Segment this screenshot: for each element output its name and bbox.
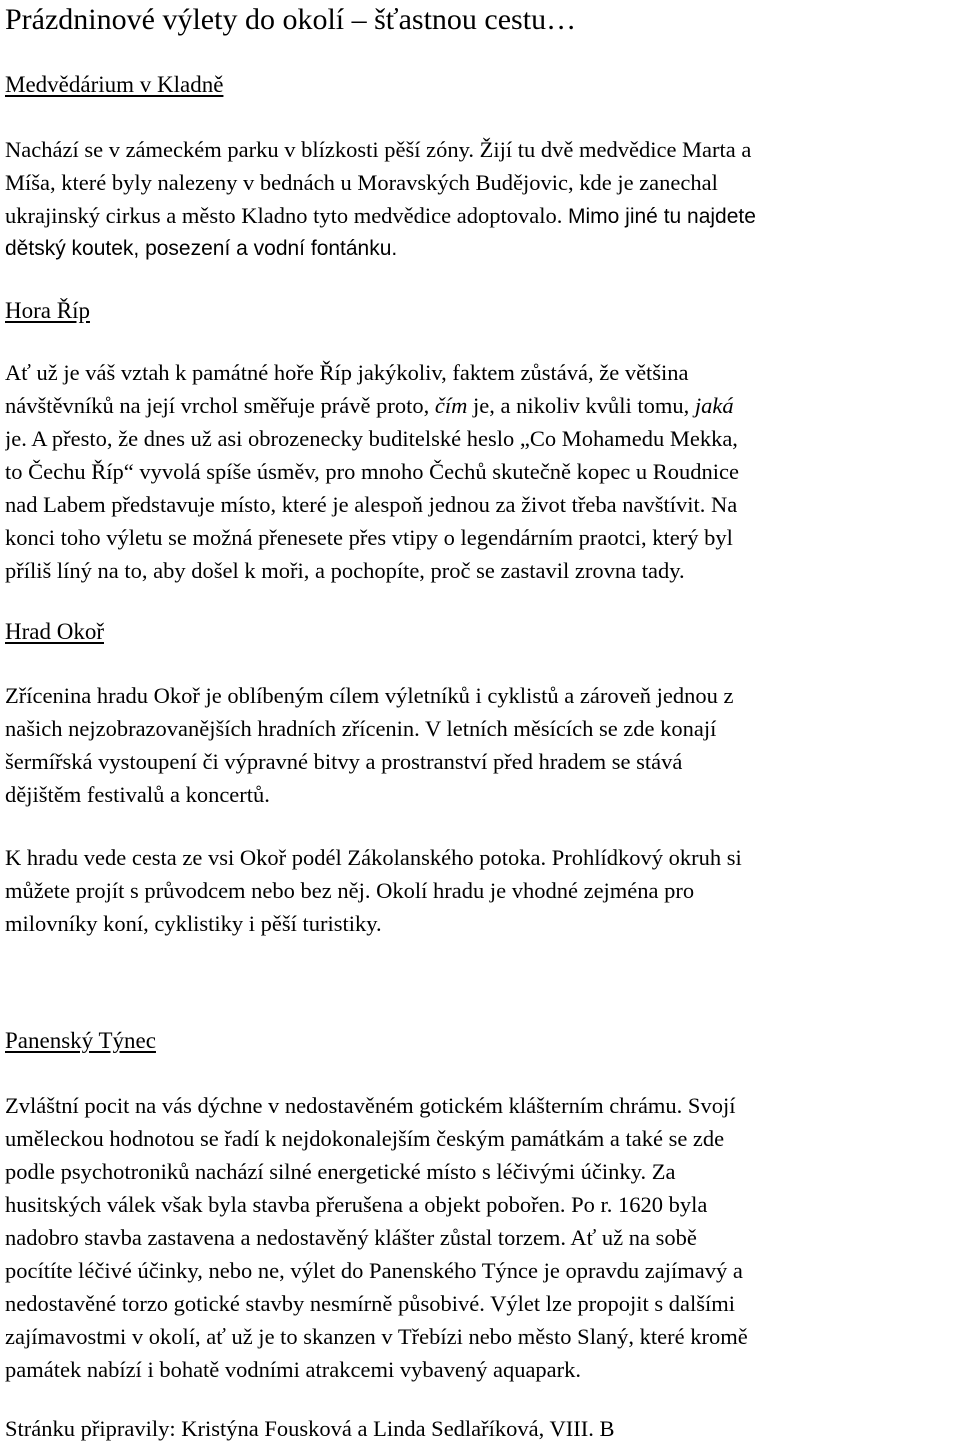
text-line: Míša, které byly nalezeny v bednách u Moravských Budějovic, kde je zanechal [5, 170, 718, 195]
text-line: nad Labem představuje místo, které je alespoň jednou za život třeba navštívit. Na [5, 492, 738, 517]
text-span: návštěvníků na její vrchol směřuje právě proto, [5, 393, 430, 418]
text-line: je. A přesto, že dnes už asi obrozenecky buditelské heslo „Co Mohamedu Mekka, [5, 426, 738, 451]
paragraph-panensky-tynec [5, 1089, 960, 1386]
italic-word: jaká [694, 393, 734, 418]
text-line: nedostavěné torzo gotické stavby nesmírně působivé. Výlet lze propojit s dalšími [5, 1291, 736, 1316]
text-line: památek nabízí i bohatě vodními atrakcemi vybavený aquapark. [5, 1357, 582, 1382]
text-line [5, 389, 960, 422]
text-line: zajímavostmi v okolí, ať už je to skanzen v Třebízi nebo město Slaný, které kromě [5, 1324, 748, 1349]
section-heading-panensky-tynec: Panenský Týnec [5, 1028, 156, 1053]
text-line: dějištěm festivalů a koncertů. [5, 782, 270, 807]
text-span: ukrajinský cirkus a město Kladno tyto medvědice adoptovalo. [5, 203, 563, 228]
text-line: šermířská vystoupení či výpravné bitvy a prostranství před hradem se stává [5, 749, 683, 774]
text-line: Ať už je váš vztah k památné hoře Říp jakýkoliv, faktem zůstává, že většina [5, 360, 689, 385]
text-line [5, 199, 960, 232]
text-line: milovníky koní, cyklistiky i pěší turistiky. [5, 911, 382, 936]
text-line: husitských válek však byla stavba přerušena a objekt pobořen. Po r. 1620 byla [5, 1192, 708, 1217]
section-heading-hrad-okor: Hrad Okoř [5, 619, 104, 644]
page-title: Prázdninové výlety do okolí – šťastnou cestu… [5, 3, 577, 36]
italic-word: čím [434, 393, 468, 418]
text-line: podle psychotroniků nachází silné energetické místo s léčivými účinky. Za [5, 1159, 676, 1184]
credits-line: Stránku připravily: Kristýna Fousková a Linda Sedlaříková, VIII. B [5, 1416, 615, 1441]
paragraph-hrad-okor [5, 679, 960, 811]
text-span-sans: Mimo jiné tu najdete [568, 205, 756, 228]
text-line: nadobro stavba zastavena a nedostavěný klášter zůstal torzem. Ať už na sobě [5, 1225, 697, 1250]
text-line: to Čechu Říp“ vyvolá spíše úsměv, pro mnoho Čechů skutečně kopec u Roudnice [5, 459, 740, 484]
text-line: Zvláštní pocit na vás dýchne v nedostavěném gotickém klášterním chrámu. Svojí [5, 1093, 736, 1118]
text-line: našich nejzobrazovanějších hradních zřícenin. V letních měsících se zde konají [5, 716, 717, 741]
text-line-sans: dětský koutek, posezení a vodní fontánku. [5, 237, 398, 260]
text-line: uměleckou hodnotou se řadí k nejdokonalejším českým památkám a také se zde [5, 1126, 725, 1151]
text-line: K hradu vede cesta ze vsi Okoř podél Zákolanského potoka. Prohlídkový okruh si [5, 845, 742, 870]
section-heading-hora-rip: Hora Říp [5, 298, 90, 323]
paragraph-hrad-okor-2 [5, 841, 960, 940]
credits [5, 1412, 960, 1445]
text-span: je, a nikoliv kvůli tomu, [473, 393, 690, 418]
paragraph-medvedarium [5, 133, 960, 265]
section-heading-medvedarium: Medvědárium v Kladně [5, 72, 224, 97]
text-line: konci toho výletu se možná přenesete přes vtipy o legendárním praotci, který byl [5, 525, 733, 550]
paragraph-hora-rip [5, 356, 960, 587]
text-line: Nachází se v zámeckém parku v blízkosti pěší zóny. Žijí tu dvě medvědice Marta a [5, 137, 752, 162]
text-line: Zřícenina hradu Okoř je oblíbeným cílem výletníků i cyklistů a zároveň jednou z [5, 683, 734, 708]
text-line: pocítíte léčivé účinky, nebo ne, výlet do Panenského Týnce je opravdu zajímavý a [5, 1258, 743, 1283]
text-line: příliš líný na to, aby došel k moři, a pochopíte, proč se zastavil zrovna tady. [5, 558, 685, 583]
text-line: můžete projít s průvodcem nebo bez něj. Okolí hradu je vhodné zejména pro [5, 878, 695, 903]
